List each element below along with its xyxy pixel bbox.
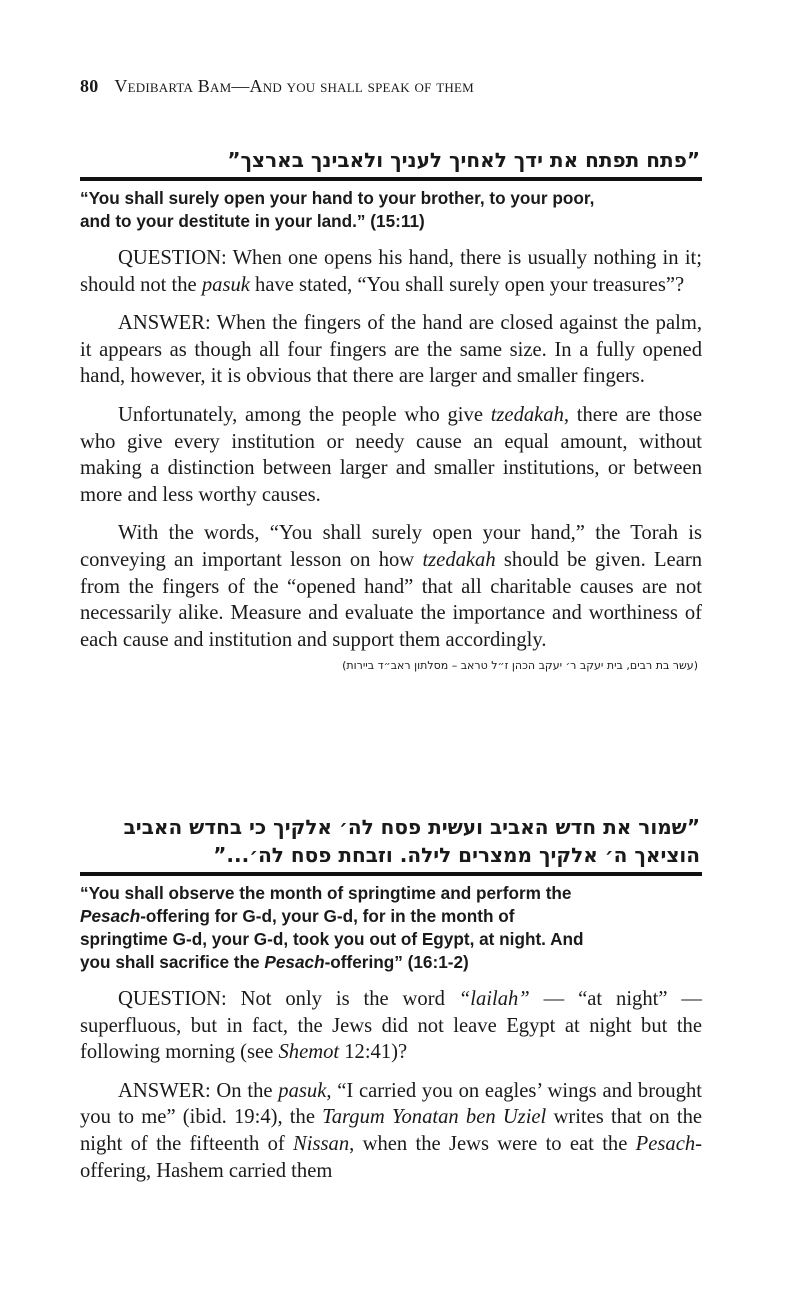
text-run: “You shall observe the month of springtime and perform the [80,883,572,903]
text-run: With the words, “You shall surely open your hand,” the Torah is conveying an important lesson on how [80,522,702,571]
text-run: , “I carried you on eagles’ wings and brought you to me” (ibid. 19:4), the [80,1079,702,1129]
quote-line: “You shall surely open your hand to your brother, to your poor, [80,188,595,208]
section-open-your-hand [80,146,702,672]
quote-line [80,928,702,951]
section-divider [80,872,702,876]
question-paragraph [80,245,702,298]
body-paragraph [80,520,702,653]
verse-translation [80,882,702,974]
text-run: -offering” (16:1-2) [324,952,469,972]
quote-line [80,951,702,974]
italic-term: tzedakah [422,548,496,571]
italic-term: pasuk [278,1079,327,1102]
page-number: 80 [80,76,99,96]
text-run: , there are those who give every institution or needy cause an equal amount, without making a distinction between larger and smaller institutions, or between more and less worthy causes. [80,403,702,506]
body-paragraph [80,402,702,508]
italic-term: Pesach [80,906,141,926]
text-run: should be given. Learn from the fingers of the “opened hand” that all charitable causes are not necessarily alike. Measure and evaluate the importance and worthiness of each cause and institution and support them accordingly. [80,548,702,651]
text-run: springtime G-d, your G-d, took you out of Egypt, at night. And [80,929,584,949]
running-header [80,76,700,97]
quote-line: and to your destitute in your land.” (15:11) [80,211,425,231]
text-run: -offering for G-d, your G-d, for in the month of [140,906,515,926]
text-run: -offering, Hashem carried them [80,1132,702,1182]
hebrew-line: הוציאך ה׳ אלקיך ממצרים לילה. וזבחת פסח לה׳...” [213,843,700,867]
source-citation: (עשר בת רבים, בית יעקב ר׳ יעקב הכהן ז״ל טראב – מסלתון ראב״ד ביירות) [342,659,698,673]
hebrew-line: ”פתח תפתח את ידך לאחיך לעניך ולאבינך בארצך” [227,148,700,172]
answer-paragraph [80,310,702,390]
question-paragraph [80,986,702,1066]
text-run: , when the Jews were to eat the [349,1132,636,1155]
hebrew-verse [80,813,702,869]
text-run: 12:41)? [339,1041,408,1064]
hebrew-line: ”שמור את חדש האביב ועשית פסח לה׳ אלקיך כי בחדש האביב [123,815,700,839]
text-run: Unfortunately, among the people who give [118,403,491,426]
hebrew-verse [80,146,702,174]
verse-translation [80,187,702,233]
quote-line [80,882,702,905]
text-run: you shall sacrifice the [80,952,265,972]
text-run: writes that on the night of the fifteenth of [80,1106,703,1155]
italic-term: “lailah” [458,988,530,1010]
text-run: QUESTION: Not only is the word [118,988,459,1010]
text-run: ANSWER: On the [118,1079,279,1102]
section-divider [80,177,702,181]
text-run: QUESTION: When one opens his hand, there is usually nothing in it; should not the [80,247,702,296]
text-run: — “at night” — superfluous, but in fact, the Jews did not leave Egypt at night but the following morning (see [80,988,702,1064]
book-title: Vedibarta Bam—And you shall speak of them [114,76,474,96]
answer-paragraph [80,1078,702,1184]
text-run: have stated, “You shall surely open your treasures”? [249,273,685,296]
italic-term: Targum Yonatan ben Uziel [322,1106,547,1129]
italic-term: tzedakah [490,403,564,426]
italic-term: Nissan [293,1132,350,1155]
italic-term: Pesach [264,952,325,972]
italic-term: pasuk [201,273,250,296]
italic-term: Pesach [635,1132,696,1155]
italic-term: Shemot [278,1041,340,1064]
section-month-of-springtime [80,813,702,1196]
quote-line [80,905,702,928]
text-run: ANSWER: When the fingers of the hand are closed against the palm, it appears as though all four fingers are the same size. In a fully opened hand, however, it is obvious that there are larger and smaller fingers. [80,312,702,388]
